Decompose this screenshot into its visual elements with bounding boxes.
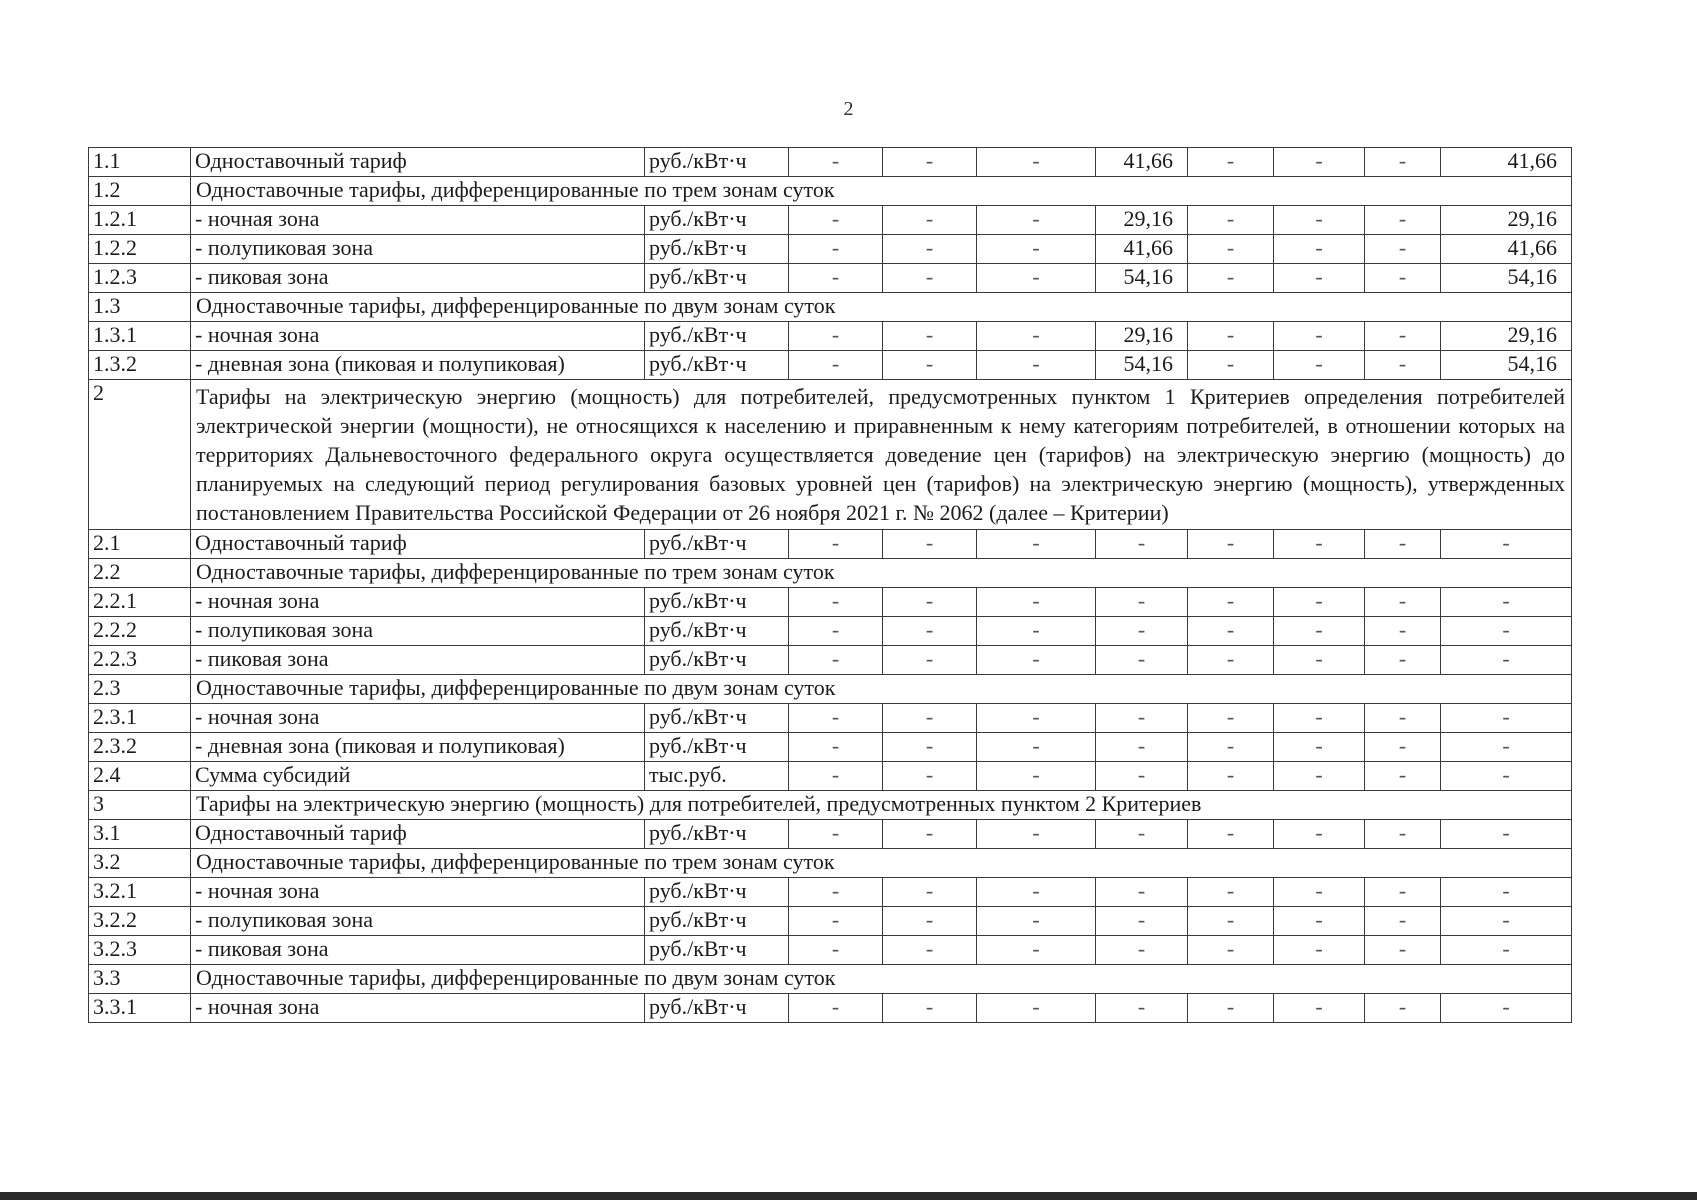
value-cell: - — [1365, 878, 1441, 907]
row-number: 2.2 — [89, 559, 191, 588]
value-cell: - — [883, 235, 977, 264]
value-cell: - — [1096, 704, 1188, 733]
row-number: 2 — [89, 380, 191, 530]
value-cell: - — [1096, 530, 1188, 559]
value-cell: - — [1274, 351, 1365, 380]
value-cell: - — [1096, 878, 1188, 907]
value-cell: - — [1441, 936, 1572, 965]
value-cell: - — [1365, 351, 1441, 380]
row-unit: тыс.руб. — [645, 762, 789, 791]
value-cell: - — [789, 206, 883, 235]
value-cell: - — [1188, 264, 1274, 293]
row-name: - ночная зона — [191, 878, 645, 907]
row-number: 3.1 — [89, 820, 191, 849]
value-cell: - — [883, 351, 977, 380]
value-cell: - — [1441, 588, 1572, 617]
table-row — [89, 704, 1572, 733]
row-unit: руб./кВт·ч — [645, 936, 789, 965]
row-number: 1.3 — [89, 293, 191, 322]
row-name: Сумма субсидий — [191, 762, 645, 791]
section-title: Одноставочные тарифы, дифференцированные по трем зонам суток — [191, 177, 1572, 206]
value-cell: - — [1274, 235, 1365, 264]
row-name: - ночная зона — [191, 994, 645, 1023]
row-unit: руб./кВт·ч — [645, 907, 789, 936]
value-cell: - — [883, 530, 977, 559]
row-number: 1.2.1 — [89, 206, 191, 235]
value-cell: - — [1096, 820, 1188, 849]
table-row — [89, 351, 1572, 380]
value-cell: - — [1274, 936, 1365, 965]
row-unit: руб./кВт·ч — [645, 206, 789, 235]
value-cell: - — [1365, 907, 1441, 936]
value-cell: - — [1274, 322, 1365, 351]
row-number: 2.3.2 — [89, 733, 191, 762]
section-row — [89, 791, 1572, 820]
value-cell: - — [789, 936, 883, 965]
tariff-table — [88, 147, 1572, 1023]
value-cell: - — [1188, 646, 1274, 675]
table-row — [89, 820, 1572, 849]
row-name: - пиковая зона — [191, 936, 645, 965]
row-name: - ночная зона — [191, 206, 645, 235]
value-cell: - — [1188, 820, 1274, 849]
row-name: - ночная зона — [191, 588, 645, 617]
value-cell: - — [977, 530, 1096, 559]
table-row — [89, 264, 1572, 293]
value-cell: 29,16 — [1096, 206, 1188, 235]
row-unit: руб./кВт·ч — [645, 617, 789, 646]
value-cell: - — [1274, 264, 1365, 293]
value-cell: - — [1274, 907, 1365, 936]
section-row — [89, 177, 1572, 206]
value-cell: - — [789, 994, 883, 1023]
value-cell: - — [977, 994, 1096, 1023]
row-name: - полупиковая зона — [191, 907, 645, 936]
value-cell: - — [977, 733, 1096, 762]
value-cell: - — [1274, 878, 1365, 907]
value-cell: 29,16 — [1441, 206, 1572, 235]
value-cell: - — [883, 704, 977, 733]
row-unit: руб./кВт·ч — [645, 994, 789, 1023]
section-title: Одноставочные тарифы, дифференцированные по двум зонам суток — [191, 293, 1572, 322]
value-cell: - — [1274, 148, 1365, 177]
value-cell: - — [789, 530, 883, 559]
value-cell: - — [1365, 235, 1441, 264]
row-name: Одноставочный тариф — [191, 148, 645, 177]
value-cell: - — [1274, 206, 1365, 235]
value-cell: - — [1365, 762, 1441, 791]
row-unit: руб./кВт·ч — [645, 530, 789, 559]
value-cell: - — [883, 206, 977, 235]
value-cell: - — [883, 820, 977, 849]
value-cell: - — [883, 646, 977, 675]
value-cell: - — [789, 351, 883, 380]
value-cell: - — [1188, 588, 1274, 617]
value-cell: - — [977, 617, 1096, 646]
row-number: 2.3 — [89, 675, 191, 704]
row-number: 1.2.3 — [89, 264, 191, 293]
value-cell: - — [977, 264, 1096, 293]
row-unit: руб./кВт·ч — [645, 148, 789, 177]
bottom-scan-edge — [0, 1192, 1697, 1200]
value-cell: - — [789, 235, 883, 264]
value-cell: - — [1441, 994, 1572, 1023]
row-unit: руб./кВт·ч — [645, 878, 789, 907]
value-cell: - — [1188, 148, 1274, 177]
row-number: 1.1 — [89, 148, 191, 177]
table-row — [89, 936, 1572, 965]
row-number: 1.3.2 — [89, 351, 191, 380]
value-cell: - — [977, 588, 1096, 617]
row-number: 3.2.3 — [89, 936, 191, 965]
row-unit: руб./кВт·ч — [645, 646, 789, 675]
value-cell: - — [883, 762, 977, 791]
value-cell: - — [1188, 762, 1274, 791]
row-number: 3.3 — [89, 965, 191, 994]
row-number: 1.3.1 — [89, 322, 191, 351]
row-number: 3.2 — [89, 849, 191, 878]
value-cell: - — [883, 936, 977, 965]
value-cell: - — [1274, 617, 1365, 646]
value-cell: - — [1188, 994, 1274, 1023]
table-row — [89, 235, 1572, 264]
row-number: 3.2.2 — [89, 907, 191, 936]
value-cell: - — [789, 148, 883, 177]
value-cell: - — [1441, 907, 1572, 936]
section-description: Тарифы на электрическую энергию (мощность) для потребителей, предусмотренных пунктом 1 Критериев определения потребителей электрической энергии (мощности), не относящихся к населению и приравненным к нему категориям потребителей, в отношении которых на территориях Дальневосточного федерального округа осуществляется доведение цен (тарифов) на электрическую энергию (мощность) до планируемых на следующий период регулирования базовых уровней цен (тарифов) на электрическую энергию (мощность), утвержденных постановлением Правительства Российской Федерации от 26 ноября 2021 г. № 2062 (далее – Критерии) — [191, 380, 1572, 530]
section-row — [89, 849, 1572, 878]
row-name: - пиковая зона — [191, 264, 645, 293]
value-cell: - — [1188, 733, 1274, 762]
value-cell: - — [1365, 588, 1441, 617]
row-unit: руб./кВт·ч — [645, 588, 789, 617]
row-name: - ночная зона — [191, 322, 645, 351]
value-cell: - — [1096, 907, 1188, 936]
value-cell: - — [1365, 322, 1441, 351]
value-cell: - — [1096, 762, 1188, 791]
value-cell: - — [977, 148, 1096, 177]
value-cell: - — [883, 994, 977, 1023]
value-cell: - — [789, 820, 883, 849]
value-cell: - — [1274, 762, 1365, 791]
row-unit: руб./кВт·ч — [645, 733, 789, 762]
row-unit: руб./кВт·ч — [645, 322, 789, 351]
value-cell: - — [1274, 646, 1365, 675]
section-row — [89, 965, 1572, 994]
value-cell: - — [1188, 206, 1274, 235]
value-cell: - — [789, 762, 883, 791]
value-cell: - — [977, 762, 1096, 791]
value-cell: - — [1365, 704, 1441, 733]
row-unit: руб./кВт·ч — [645, 351, 789, 380]
row-number: 2.2.3 — [89, 646, 191, 675]
value-cell: - — [1096, 646, 1188, 675]
value-cell: - — [789, 907, 883, 936]
section-row-long — [89, 380, 1572, 530]
table-row — [89, 148, 1572, 177]
value-cell: - — [977, 704, 1096, 733]
value-cell: - — [1441, 617, 1572, 646]
row-name: Одноставочный тариф — [191, 530, 645, 559]
table-row — [89, 646, 1572, 675]
value-cell: - — [1274, 588, 1365, 617]
row-unit: руб./кВт·ч — [645, 704, 789, 733]
value-cell: - — [1188, 322, 1274, 351]
value-cell: - — [1188, 936, 1274, 965]
row-unit: руб./кВт·ч — [645, 235, 789, 264]
row-number: 1.2.2 — [89, 235, 191, 264]
row-number: 2.2.1 — [89, 588, 191, 617]
value-cell: - — [789, 264, 883, 293]
row-unit: руб./кВт·ч — [645, 820, 789, 849]
value-cell: - — [1365, 206, 1441, 235]
value-cell: - — [883, 588, 977, 617]
row-number: 3.2.1 — [89, 878, 191, 907]
value-cell: - — [1274, 530, 1365, 559]
section-row — [89, 675, 1572, 704]
value-cell: - — [1365, 264, 1441, 293]
value-cell: - — [1188, 878, 1274, 907]
value-cell: - — [1441, 762, 1572, 791]
value-cell: 41,66 — [1441, 148, 1572, 177]
value-cell: - — [1188, 351, 1274, 380]
row-number: 3.3.1 — [89, 994, 191, 1023]
value-cell: - — [883, 733, 977, 762]
value-cell: - — [977, 820, 1096, 849]
value-cell: - — [1441, 878, 1572, 907]
row-number: 2.1 — [89, 530, 191, 559]
value-cell: - — [1096, 617, 1188, 646]
table-row — [89, 206, 1572, 235]
table-row — [89, 588, 1572, 617]
row-name: - дневная зона (пиковая и полупиковая) — [191, 733, 645, 762]
value-cell: - — [789, 588, 883, 617]
section-title: Одноставочные тарифы, дифференцированные по двум зонам суток — [191, 675, 1572, 704]
value-cell: - — [883, 907, 977, 936]
row-name: - полупиковая зона — [191, 617, 645, 646]
value-cell: - — [977, 351, 1096, 380]
value-cell: - — [1274, 994, 1365, 1023]
value-cell: - — [1441, 820, 1572, 849]
table-row — [89, 322, 1572, 351]
row-number: 3 — [89, 791, 191, 820]
value-cell: 54,16 — [1096, 264, 1188, 293]
value-cell: - — [1441, 530, 1572, 559]
value-cell: - — [789, 704, 883, 733]
value-cell: - — [1365, 617, 1441, 646]
value-cell: - — [977, 646, 1096, 675]
section-title: Тарифы на электрическую энергию (мощность) для потребителей, предусмотренных пунктом 2 Критериев — [191, 791, 1572, 820]
value-cell: - — [977, 936, 1096, 965]
value-cell: - — [1188, 530, 1274, 559]
value-cell: - — [1365, 530, 1441, 559]
value-cell: - — [1096, 588, 1188, 617]
row-number: 1.2 — [89, 177, 191, 206]
value-cell: - — [1365, 936, 1441, 965]
value-cell: - — [1188, 704, 1274, 733]
row-name: Одноставочный тариф — [191, 820, 645, 849]
value-cell: 41,66 — [1441, 235, 1572, 264]
section-row — [89, 293, 1572, 322]
row-name: - полупиковая зона — [191, 235, 645, 264]
value-cell: - — [1365, 148, 1441, 177]
page-number: 2 — [843, 98, 854, 120]
value-cell: 54,16 — [1441, 264, 1572, 293]
table-row — [89, 878, 1572, 907]
value-cell: - — [883, 617, 977, 646]
value-cell: - — [789, 322, 883, 351]
value-cell: - — [789, 617, 883, 646]
row-number: 2.3.1 — [89, 704, 191, 733]
value-cell: - — [1441, 733, 1572, 762]
value-cell: - — [1096, 936, 1188, 965]
value-cell: 29,16 — [1441, 322, 1572, 351]
value-cell: - — [789, 733, 883, 762]
value-cell: - — [883, 322, 977, 351]
value-cell: - — [789, 878, 883, 907]
value-cell: - — [1096, 994, 1188, 1023]
value-cell: - — [1188, 907, 1274, 936]
value-cell: 54,16 — [1441, 351, 1572, 380]
value-cell: - — [883, 878, 977, 907]
value-cell: - — [1365, 646, 1441, 675]
value-cell: 41,66 — [1096, 148, 1188, 177]
value-cell: - — [1365, 733, 1441, 762]
value-cell: - — [1441, 704, 1572, 733]
value-cell: - — [977, 206, 1096, 235]
value-cell: - — [977, 878, 1096, 907]
value-cell: - — [1365, 994, 1441, 1023]
table-row — [89, 733, 1572, 762]
row-number: 2.4 — [89, 762, 191, 791]
value-cell: - — [1274, 733, 1365, 762]
value-cell: - — [1188, 235, 1274, 264]
section-title: Одноставочные тарифы, дифференцированные по трем зонам суток — [191, 559, 1572, 588]
section-title: Одноставочные тарифы, дифференцированные по трем зонам суток — [191, 849, 1572, 878]
row-unit: руб./кВт·ч — [645, 264, 789, 293]
value-cell: - — [1096, 733, 1188, 762]
value-cell: - — [883, 148, 977, 177]
row-name: - дневная зона (пиковая и полупиковая) — [191, 351, 645, 380]
section-title: Одноставочные тарифы, дифференцированные по двум зонам суток — [191, 965, 1572, 994]
value-cell: - — [1365, 820, 1441, 849]
value-cell: - — [1188, 617, 1274, 646]
table-row — [89, 907, 1572, 936]
value-cell: - — [1274, 704, 1365, 733]
value-cell: 41,66 — [1096, 235, 1188, 264]
value-cell: - — [1441, 646, 1572, 675]
row-number: 2.2.2 — [89, 617, 191, 646]
table-row — [89, 762, 1572, 791]
section-row — [89, 559, 1572, 588]
table-row — [89, 530, 1572, 559]
row-name: - пиковая зона — [191, 646, 645, 675]
table-row — [89, 994, 1572, 1023]
value-cell: - — [977, 235, 1096, 264]
row-name: - ночная зона — [191, 704, 645, 733]
value-cell: - — [789, 646, 883, 675]
value-cell: - — [977, 322, 1096, 351]
value-cell: - — [977, 907, 1096, 936]
value-cell: - — [883, 264, 977, 293]
value-cell: 54,16 — [1096, 351, 1188, 380]
table-body — [89, 148, 1572, 1023]
value-cell: 29,16 — [1096, 322, 1188, 351]
table-row — [89, 617, 1572, 646]
value-cell: - — [1274, 820, 1365, 849]
